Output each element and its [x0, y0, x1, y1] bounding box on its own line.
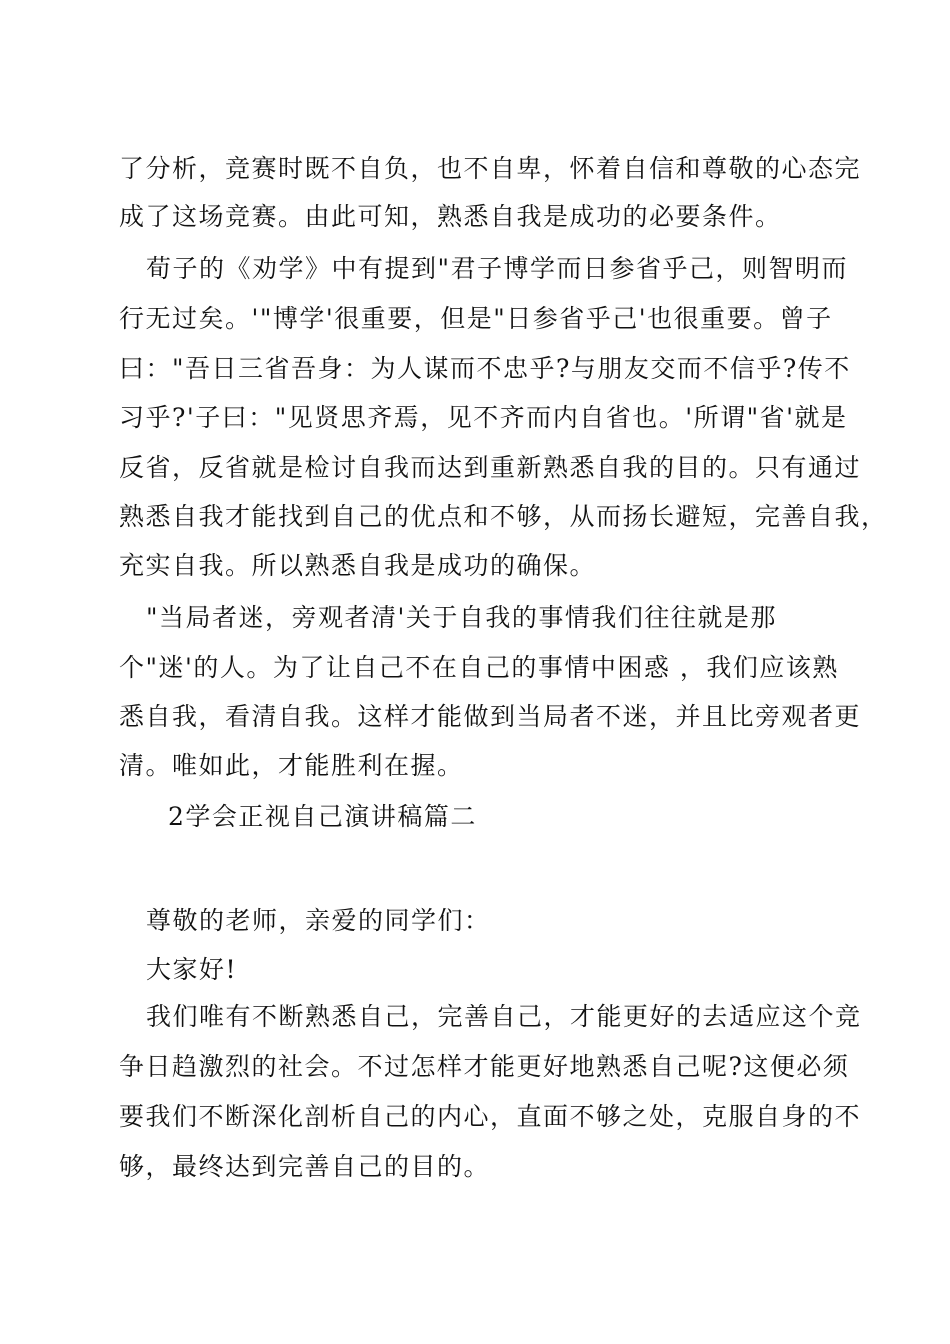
hello-line: 大家好!	[146, 955, 238, 984]
paragraph-3-line-4: 清。唯如此，才能胜利在握。	[119, 751, 464, 780]
paragraph-2-line-4: 习乎?'子曰："见贤思齐焉，见不齐而内自省也。'所谓"省'就是	[119, 403, 848, 432]
paragraph-2-line-1: 荀子的《劝学》中有提到"君子博学而日参省乎己，则智明而	[146, 254, 849, 283]
paragraph-3-line-1: "当局者迷，旁观者清'关于自我的事情我们往往就是那	[146, 603, 777, 632]
paragraph-1-line-2: 成了这场竞赛。由此可知，熟悉自我是成功的必要条件。	[119, 202, 782, 231]
paragraph-1-line-1: 了分析，竞赛时既不自负，也不自卑，怀着自信和尊敬的心态完	[119, 154, 862, 183]
paragraph-3-line-3: 悉自我，看清自我。这样才能做到当局者不迷，并且比旁观者更	[119, 702, 862, 731]
paragraph-2-line-6: 熟悉自我才能找到自己的优点和不够，从而扬长避短，完善自我，	[119, 502, 888, 531]
paragraph-3-line-2: 个"迷'的人。为了让自己不在自己的事情中困惑 ，我们应该熟	[119, 653, 839, 682]
paragraph-4-line-1: 我们唯有不断熟悉自己，完善自己，才能更好的去适应这个竞	[146, 1002, 862, 1031]
paragraph-2-line-3: 曰："吾日三省吾身：为人谋而不忠乎?与朋友交而不信乎?传不	[119, 354, 851, 383]
paragraph-2-line-5: 反省，反省就是检讨自我而达到重新熟悉自我的目的。只有通过	[119, 453, 862, 482]
paragraph-2-line-7: 充实自我。所以熟悉自我是成功的确保。	[119, 551, 597, 580]
paragraph-4-line-2: 争日趋激烈的社会。不过怎样才能更好地熟悉自己呢?这便必须	[119, 1052, 850, 1081]
paragraph-2-line-2: 行无过矣。'"博学'很重要，但是"日参省乎己'也很重要。曾子	[119, 304, 833, 333]
greeting-line: 尊敬的老师，亲爱的同学们：	[146, 906, 491, 935]
paragraph-4-line-3: 要我们不断深化剖析自己的内心，直面不够之处，克服自身的不	[119, 1102, 862, 1131]
paragraph-4-line-4: 够，最终达到完善自己的目的。	[119, 1152, 491, 1181]
section-heading: 2学会正视自己演讲稿篇二	[168, 802, 477, 831]
